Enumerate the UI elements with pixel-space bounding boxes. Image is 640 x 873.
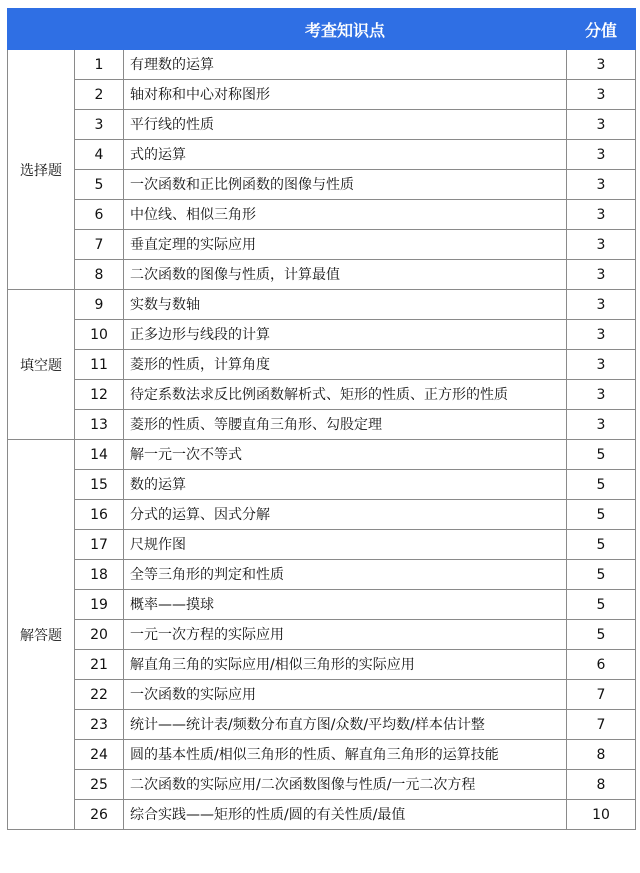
- question-number: 8: [75, 260, 124, 290]
- topic-cell: 垂直定理的实际应用: [124, 230, 567, 260]
- header-section: [8, 9, 75, 50]
- question-number: 9: [75, 290, 124, 320]
- question-number: 18: [75, 560, 124, 590]
- topic-cell: 解一元一次不等式: [124, 440, 567, 470]
- table-row: [8, 110, 636, 140]
- table-row: [8, 800, 636, 830]
- section-label: 填空题: [8, 290, 75, 440]
- table-row: [8, 320, 636, 350]
- table-row: [8, 410, 636, 440]
- question-number: 4: [75, 140, 124, 170]
- question-number: 10: [75, 320, 124, 350]
- table-row: [8, 380, 636, 410]
- topic-cell: 有理数的运算: [124, 50, 567, 80]
- table-row: [8, 500, 636, 530]
- score-cell: 5: [567, 530, 636, 560]
- score-cell: 3: [567, 80, 636, 110]
- topic-cell: 圆的基本性质/相似三角形的性质、解直角三角形的运算技能: [124, 740, 567, 770]
- topic-cell: 一次函数的实际应用: [124, 680, 567, 710]
- topic-cell: 菱形的性质、等腰直角三角形、勾股定理: [124, 410, 567, 440]
- table-row: [8, 80, 636, 110]
- header-number: [75, 9, 124, 50]
- question-number: 13: [75, 410, 124, 440]
- table-row: [8, 200, 636, 230]
- table-row: [8, 650, 636, 680]
- topic-cell: 一元一次方程的实际应用: [124, 620, 567, 650]
- question-number: 7: [75, 230, 124, 260]
- topic-cell: 二次函数的图像与性质，计算最值: [124, 260, 567, 290]
- topic-cell: 实数与数轴: [124, 290, 567, 320]
- score-cell: 3: [567, 260, 636, 290]
- question-number: 6: [75, 200, 124, 230]
- question-number: 23: [75, 710, 124, 740]
- header-topic: 考查知识点: [124, 9, 567, 50]
- question-number: 20: [75, 620, 124, 650]
- question-number: 25: [75, 770, 124, 800]
- question-number: 24: [75, 740, 124, 770]
- table-row: [8, 470, 636, 500]
- topic-cell: 待定系数法求反比例函数解析式、矩形的性质、正方形的性质: [124, 380, 567, 410]
- question-number: 26: [75, 800, 124, 830]
- score-cell: 7: [567, 680, 636, 710]
- table-row: [8, 530, 636, 560]
- score-cell: 3: [567, 410, 636, 440]
- question-number: 12: [75, 380, 124, 410]
- topic-cell: 全等三角形的判定和性质: [124, 560, 567, 590]
- topic-cell: 菱形的性质，计算角度: [124, 350, 567, 380]
- question-number: 2: [75, 80, 124, 110]
- table-row: [8, 140, 636, 170]
- score-cell: 3: [567, 170, 636, 200]
- topic-cell: 尺规作图: [124, 530, 567, 560]
- question-number: 15: [75, 470, 124, 500]
- knowledge-points-table: [7, 8, 636, 830]
- topic-cell: 轴对称和中心对称图形: [124, 80, 567, 110]
- topic-cell: 数的运算: [124, 470, 567, 500]
- question-number: 3: [75, 110, 124, 140]
- question-number: 14: [75, 440, 124, 470]
- score-cell: 3: [567, 110, 636, 140]
- section-label: 选择题: [8, 50, 75, 290]
- question-number: 11: [75, 350, 124, 380]
- topic-cell: 综合实践——矩形的性质/圆的有关性质/最值: [124, 800, 567, 830]
- question-number: 1: [75, 50, 124, 80]
- score-cell: 5: [567, 620, 636, 650]
- question-number: 22: [75, 680, 124, 710]
- question-number: 16: [75, 500, 124, 530]
- score-cell: 8: [567, 740, 636, 770]
- table-row: [8, 350, 636, 380]
- score-cell: 8: [567, 770, 636, 800]
- table-row: [8, 740, 636, 770]
- topic-cell: 平行线的性质: [124, 110, 567, 140]
- section-label: 解答题: [8, 440, 75, 830]
- table-row: [8, 680, 636, 710]
- score-cell: 3: [567, 140, 636, 170]
- header-score: 分值: [567, 9, 636, 50]
- score-cell: 5: [567, 440, 636, 470]
- topic-cell: 中位线、相似三角形: [124, 200, 567, 230]
- table-row: [8, 260, 636, 290]
- question-number: 17: [75, 530, 124, 560]
- topic-cell: 统计——统计表/频数分布直方图/众数/平均数/样本估计整: [124, 710, 567, 740]
- topic-cell: 式的运算: [124, 140, 567, 170]
- table-row: [8, 230, 636, 260]
- question-number: 19: [75, 590, 124, 620]
- table-row: [8, 710, 636, 740]
- score-cell: 3: [567, 290, 636, 320]
- table-row: [8, 620, 636, 650]
- table-row: [8, 290, 636, 320]
- table-row: [8, 770, 636, 800]
- table-row: [8, 560, 636, 590]
- score-cell: 6: [567, 650, 636, 680]
- score-cell: 5: [567, 590, 636, 620]
- score-cell: 5: [567, 470, 636, 500]
- question-number: 21: [75, 650, 124, 680]
- question-number: 5: [75, 170, 124, 200]
- score-cell: 3: [567, 200, 636, 230]
- score-cell: 3: [567, 230, 636, 260]
- score-cell: 7: [567, 710, 636, 740]
- score-cell: 5: [567, 500, 636, 530]
- header-row: [8, 9, 636, 50]
- score-cell: 5: [567, 560, 636, 590]
- score-cell: 10: [567, 800, 636, 830]
- topic-cell: 分式的运算、因式分解: [124, 500, 567, 530]
- score-cell: 3: [567, 50, 636, 80]
- score-cell: 3: [567, 320, 636, 350]
- table-row: [8, 170, 636, 200]
- table-row: [8, 50, 636, 80]
- score-cell: 3: [567, 350, 636, 380]
- table-row: [8, 440, 636, 470]
- topic-cell: 二次函数的实际应用/二次函数图像与性质/一元二次方程: [124, 770, 567, 800]
- topic-cell: 概率——摸球: [124, 590, 567, 620]
- score-cell: 3: [567, 380, 636, 410]
- topic-cell: 正多边形与线段的计算: [124, 320, 567, 350]
- topic-cell: 一次函数和正比例函数的图像与性质: [124, 170, 567, 200]
- topic-cell: 解直角三角的实际应用/相似三角形的实际应用: [124, 650, 567, 680]
- table-row: [8, 590, 636, 620]
